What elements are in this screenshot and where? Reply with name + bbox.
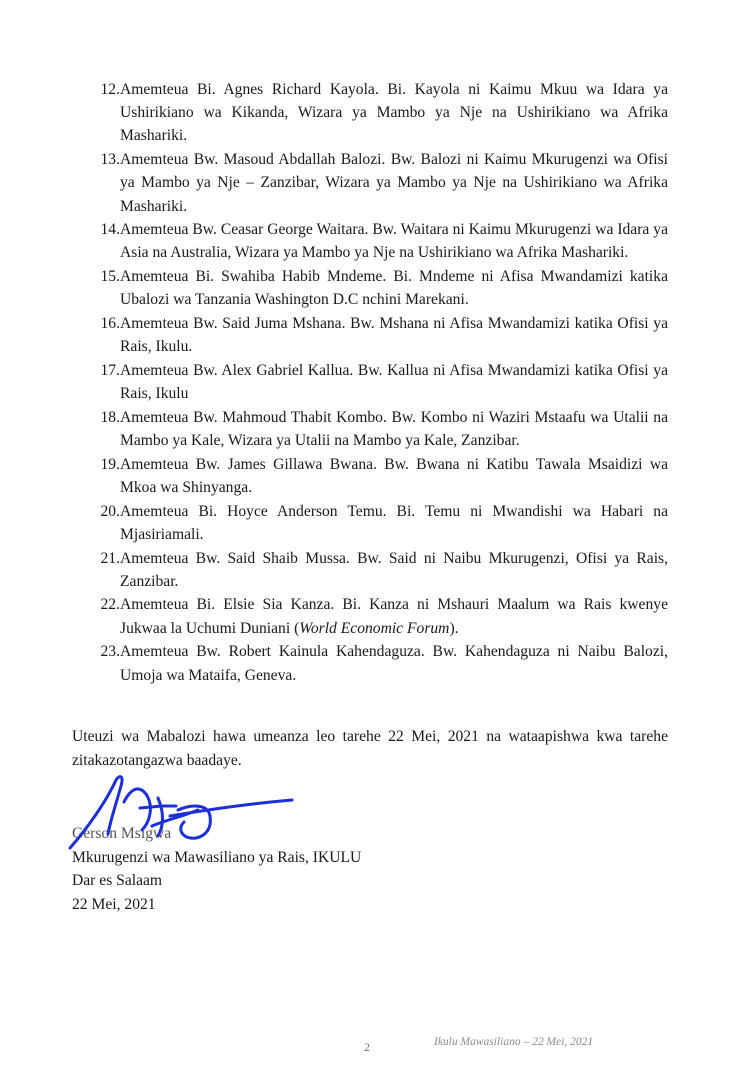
list-item xyxy=(72,547,668,593)
item-number: 17. xyxy=(100,361,120,379)
list-item xyxy=(72,148,668,218)
item-number: 16. xyxy=(100,315,120,333)
signatory-title: Mkurugenzi wa Mawasiliano ya Rais, IKULU xyxy=(72,848,362,866)
item-text: Amemteua Bw. Masoud Abdallah Balozi. Bw. Balozi ni Kaimu Mkurugenzi wa Ofisi ya Mambo ya Nje – Zanzibar, Wizara ya Mambo ya Nje na Ushirikiano wa Afrika Mashariki. xyxy=(120,151,668,215)
item-text: Amemteua Bw. James Gillawa Bwana. Bw. Bwana ni Katibu Tawala Msaidizi wa Mkoa wa Shinyanga. xyxy=(120,455,668,496)
signatory-name: Gerson Msigwa xyxy=(72,825,172,842)
item-number: 22. xyxy=(100,596,120,614)
item-text: Amemteua Bw. Alex Gabriel Kallua. Bw. Kallua ni Afisa Mwandamizi katika Ofisi ya Rais, Ikulu xyxy=(120,361,668,403)
list-item xyxy=(72,359,668,405)
item-text-after: ). xyxy=(449,619,459,637)
item-text: Amemteua Bw. Said Shaib Mussa. Bw. Said ni Naibu Mkurugenzi, Ofisi ya Rais, Zanzibar. xyxy=(120,549,668,590)
item-number: 13. xyxy=(100,151,120,169)
item-text: Amemteua Bi. Agnes Richard Kayola. Bi. Kayola ni Kaimu Mkuu wa Idara ya Ushirikiano wa Kikanda, Wizara ya Mambo ya Nje na Ushirikiano wa Afrika Mashariki. xyxy=(120,81,668,145)
item-number: 14. xyxy=(100,221,120,239)
item-text-italic: World Economic Forum xyxy=(299,619,450,637)
signatory-date: 22 Mei, 2021 xyxy=(72,895,156,913)
appointments-list xyxy=(72,78,668,687)
page-number: 2 xyxy=(364,1040,370,1054)
closing-paragraph: Uteuzi wa Mabalozi hawa umeanza leo tarehe 22 Mei, 2021 na wataapishwa kwa tarehe zitakazotangazwa baadaye. xyxy=(72,728,668,769)
list-item xyxy=(72,312,668,358)
list-item xyxy=(72,593,668,639)
handwritten-signature xyxy=(66,770,298,850)
item-text: Amemteua Bw. Said Juma Mshana. Bw. Mshana ni Afisa Mwandamizi katika Ofisi ya Rais, Ikulu. xyxy=(120,315,668,356)
list-item xyxy=(72,406,668,452)
item-number: 15. xyxy=(100,268,120,286)
item-text: Amemteua Bi. Swahiba Habib Mndeme. Bi. Mndeme ni Afisa Mwandamizi katika Ubalozi wa Tanzania Washington D.C nchini Marekani. xyxy=(120,268,668,309)
item-text-main: Amemteua Bi. Elsie Sia Kanza. Bi. Kanza ni Mshauri Maalum wa Rais kwenye Jukwaa la Uchumi Duniani ( xyxy=(120,596,668,637)
list-item xyxy=(72,500,668,546)
footer-text: Ikulu Mawasiliano – 22 Mei, 2021 xyxy=(434,1036,594,1048)
list-item xyxy=(72,78,668,148)
item-text: Amemteua Bw. Mahmoud Thabit Kombo. Bw. Kombo ni Waziri Mstaafu wa Utalii na Mambo ya Kale, Wizara ya Utalii na Mambo ya Kale, Zanzibar. xyxy=(120,408,668,450)
list-item xyxy=(72,640,668,686)
list-item xyxy=(72,453,668,499)
signatory-place: Dar es Salaam xyxy=(72,872,163,890)
item-number: 21. xyxy=(100,549,120,567)
item-number: 18. xyxy=(100,408,120,426)
list-item xyxy=(72,265,668,311)
item-number: 23. xyxy=(100,643,120,661)
item-text xyxy=(120,593,668,639)
item-text: Amemteua Bw. Ceasar George Waitara. Bw. Waitara ni Kaimu Mkurugenzi wa Idara ya Asia na Australia, Wizara ya Mambo ya Nje na Ushirikiano wa Afrika Mashariki. xyxy=(120,221,668,262)
item-number: 12. xyxy=(100,81,120,98)
item-number: 19. xyxy=(100,455,120,473)
list-item xyxy=(72,218,668,264)
item-number: 20. xyxy=(100,502,120,520)
item-text: Amemteua Bi. Hoyce Anderson Temu. Bi. Temu ni Mwandishi wa Habari na Mjasiriamali. xyxy=(120,502,668,543)
item-text: Amemteua Bw. Robert Kainula Kahendaguza. Bw. Kahendaguza ni Naibu Balozi, Umoja wa Mataifa, Geneva. xyxy=(120,643,668,684)
